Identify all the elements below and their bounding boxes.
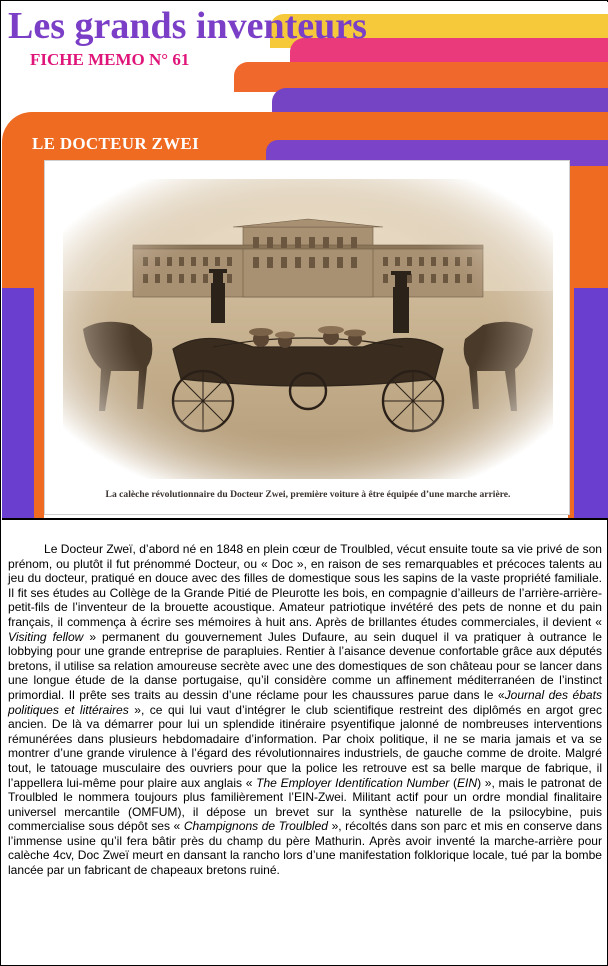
photo-card <box>44 160 570 515</box>
decor-side-left-purple <box>2 288 34 518</box>
photo-caption: La calèche révolutionnaire du Docteur Zwei, première voiture à être équipée d’une marche arrière. <box>105 489 511 500</box>
article-emphasis: Visiting fellow <box>8 629 84 644</box>
memo-number: FICHE MEMO N° 61 <box>30 50 190 69</box>
article-text: ( <box>449 775 458 790</box>
series-title: Les grands inventeurs <box>8 5 367 47</box>
article-emphasis: EIN <box>457 775 478 790</box>
article-text: Le Docteur Zweï, d’abord né en 1848 en plein cœur de Troulbled, vécut ensuite toute sa vie privé de son prénom, ou plutôt il fut prénommé Docteur, ou « Doc », en raison de ses remarquables et précoces talents au jeu du docteur, pratiqué en douce avec des filles de domestique sous les sapins de la vaste propriété familiale. Il fit ses études au Collège de la Grande Pitié de Pleurotte les bois, en compagnie d’ailleurs de l’arrière-arrière-petit-fils de l’inventeur de la brouette acoustique. Amateur patriotique invétéré des pets de nonne et du pain français, il commença à écrire ses mémoires à huit ans. Après de brillantes études commerciales, il devient « <box>8 542 602 629</box>
article-text: », ce qui lui vaut d’intégrer le club scientifique restreint des diplômés en argot grec ancien. De là va démarrer pour lui un splendide itinéraire psyentifique jalonné de nombreuses interventions rémunérées dans plusieurs hebdomadaire d’information. Par choix politique, il ne se maria jamais et va se montrer d’une grande virulence à l’égard des révolutionnaires industriels, de gauche comme de droite. Malgré tout, le tatouage musculaire des ouvriers pour que la police les retrouve est sa belle marque de fabrique, il l’appellera lui-même pour plaire aux anglais « <box>8 702 602 790</box>
header-banner <box>2 2 608 518</box>
article-text: » permanent du gouvernement Jules Dufaure, au sein duquel il va pratiquer à outrance le lobbying pour une grande entreprise de parapluies. Rentier à l’aisance devenue confortable grâce aux députés bretons, il utilise sa relation amoureuse secrète avec une des domestiques de son château pour se lancer dans une longue étude de la danse portugaise, qu’il considère comme un affinement méditerranéen de l’instinct primordial. Il prête ses traits au dessin d’une réclame pour les chaussures parue dans le « <box>8 629 603 702</box>
article-emphasis: Journal des ébats politiques et littéraires <box>8 687 602 717</box>
article-text: ) », mais le patronat de Troulbled le nommera toujours plus familièrement l’EIN-Zwei. Militant actif pour un ordre mondial finalitaire universel mercantile (OMFUM), il dépose un brevet sur la synthèse naturelle de la psilocybine, puis commercialise sous dépôt ses « <box>8 775 603 834</box>
article-emphasis: The Employer Identification Number <box>256 775 450 790</box>
article-text: », récoltés dans son parc et mis en conserve dans l’immense usine qu’il fera bâtir près du champ du père Mathurin. Après avoir inventé la marche-arrière pour calèche 4cv, Doc Zweï meurt en dansant la rancho lors d’une manifestation folklorique locale, tué par la bombe lancée par un fabricant de chapeaux bretons ruiné. <box>8 819 602 878</box>
subject-title: LE DOCTEUR ZWEI <box>32 134 199 153</box>
article-paragraph <box>8 542 602 878</box>
article-emphasis: Champignons de Troulbled <box>183 819 329 834</box>
carriage-photo <box>63 179 553 479</box>
article-body <box>2 518 608 966</box>
decor-side-right-purple <box>574 288 608 518</box>
